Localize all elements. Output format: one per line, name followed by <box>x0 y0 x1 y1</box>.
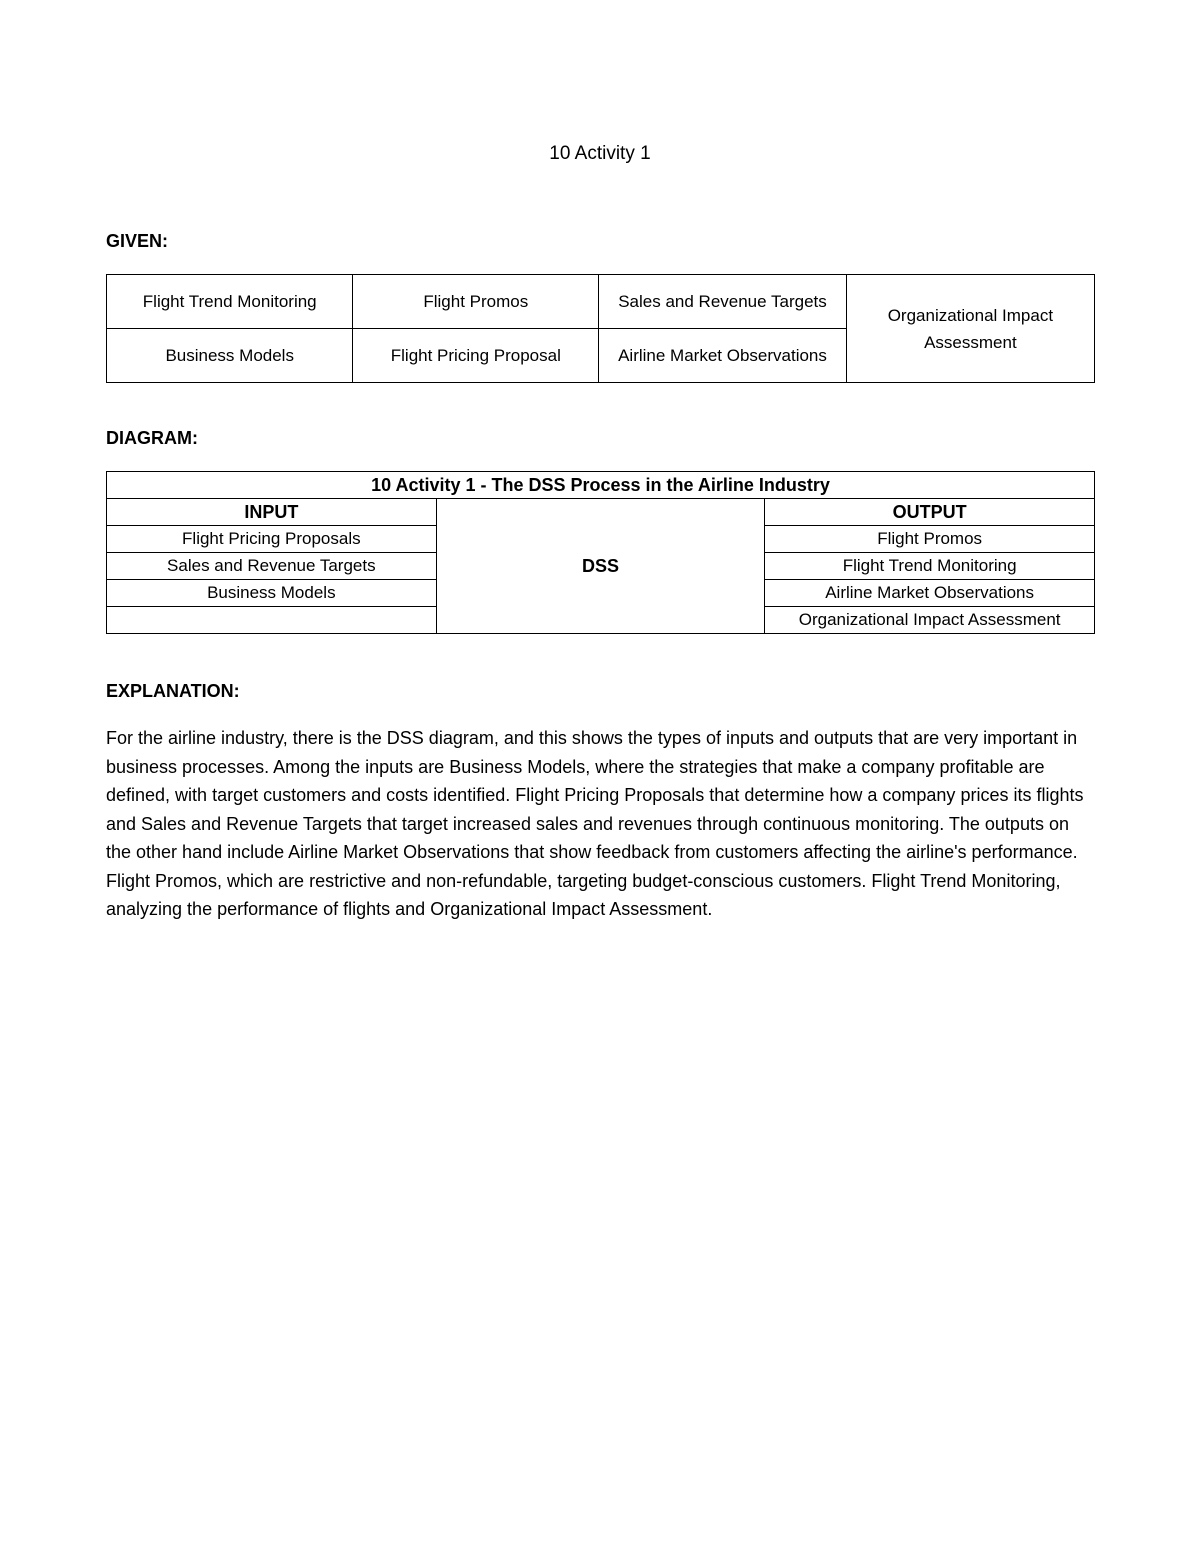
dss-diagram-table <box>106 471 1095 634</box>
input-cell <box>107 607 437 634</box>
given-cell: Airline Market Observations <box>599 329 847 383</box>
given-cell: Flight Pricing Proposal <box>353 329 599 383</box>
input-cell: Business Models <box>107 580 437 607</box>
given-cell: Flight Trend Monitoring <box>107 275 353 329</box>
given-table-row <box>107 275 1095 329</box>
explanation-heading: EXPLANATION: <box>106 681 240 701</box>
given-heading: GIVEN: <box>106 231 169 251</box>
input-cell: Flight Pricing Proposals <box>107 526 437 553</box>
output-cell: Organizational Impact Assessment <box>765 607 1095 634</box>
output-cell: Airline Market Observations <box>765 580 1095 607</box>
output-header: OUTPUT <box>765 499 1095 526</box>
table-row <box>107 499 1095 526</box>
given-cell: Sales and Revenue Targets <box>599 275 847 329</box>
given-table <box>106 274 1095 383</box>
explanation-paragraph: For the airline industry, there is the DSS diagram, and this shows the types of inputs and outputs that are very important in business processes. Among the inputs are Business Models, where the strategies that make a company profitable are defined, with target customers and costs identified. Flight Pricing Proposals that determine how a company prices its flights and Sales and Revenue Targets that target increased sales and revenues through continuous monitoring. The outputs on the other hand include Airline Market Observations that show feedback from customers affecting the airline's performance. Flight Promos, which are restrictive and non-refundable, targeting budget-conscious customers. Flight Trend Monitoring, analyzing the performance of flights and Organizational Impact Assessment. <box>106 728 1084 919</box>
output-cell: Flight Trend Monitoring <box>765 553 1095 580</box>
given-merged-cell: Organizational Impact Assessment <box>846 275 1094 383</box>
diagram-heading: DIAGRAM: <box>106 428 198 448</box>
document-title: 10 Activity 1 <box>549 143 651 164</box>
dss-center-cell: DSS <box>436 499 765 634</box>
diagram-title: 10 Activity 1 - The DSS Process in the Airline Industry <box>107 472 1095 499</box>
input-cell: Sales and Revenue Targets <box>107 553 437 580</box>
given-cell: Flight Promos <box>353 275 599 329</box>
diagram-title-row <box>107 472 1095 499</box>
output-cell: Flight Promos <box>765 526 1095 553</box>
given-cell: Business Models <box>107 329 353 383</box>
input-header: INPUT <box>107 499 437 526</box>
